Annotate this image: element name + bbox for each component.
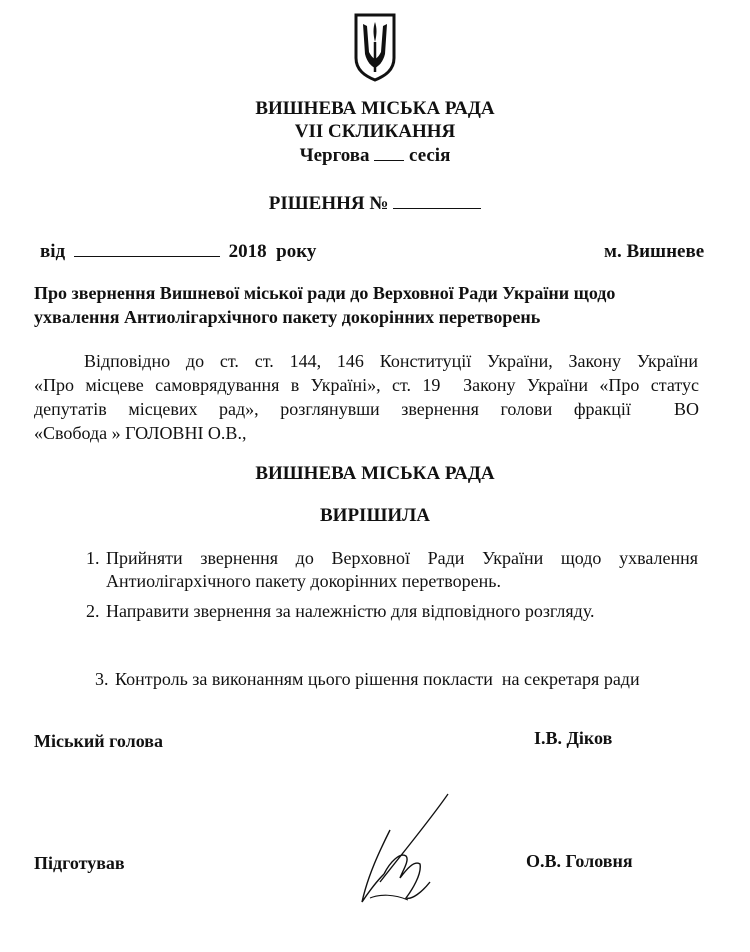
date-line — [40, 241, 316, 263]
coat-of-arms-icon — [353, 12, 397, 82]
subject-line-1: Про звернення Вишневої міської ради до Верховної Ради України щодо — [34, 283, 616, 303]
preamble-line-4: «Свобода » ГОЛОВНІ О.В., — [34, 423, 247, 443]
item-text-line-1: Прийняти звернення до Верховної Ради України щодо ухвалення — [106, 548, 698, 568]
date-from-label: від — [40, 241, 66, 262]
item-text-line-2: Антиолігархічного пакету докорінних перетворень. — [106, 571, 501, 591]
session-suffix: сесія — [409, 145, 451, 166]
subject-line-2: ухвалення Антиолігархічного пакету докорінних перетворень — [34, 307, 541, 327]
decision-item-2 — [86, 600, 595, 623]
session-number-blank — [374, 146, 404, 161]
handwritten-signature-icon — [350, 790, 460, 910]
city-name: м. Вишневе — [604, 241, 705, 262]
item-number: 2. — [86, 601, 100, 621]
decision-number-blank — [393, 194, 481, 209]
resolved-heading: ВИРІШИЛА — [320, 505, 430, 526]
item-text: Направити звернення за належністю для відповідного розгляду. — [106, 601, 595, 621]
date-year: 2018 року — [228, 241, 317, 262]
preamble-line-1: Відповідно до ст. ст. 144, 146 Конституції України, Закону України — [84, 351, 698, 371]
decision-item-1 — [86, 547, 698, 593]
decision-title — [0, 193, 750, 215]
convocation: VII СКЛИКАННЯ — [294, 121, 456, 142]
item-number: 1. — [86, 548, 100, 568]
mayor-name: І.В. Діков — [534, 728, 613, 748]
item-text: Контроль за виконанням цього рішення покласти на секретаря ради — [115, 669, 640, 689]
decision-title-text: РІШЕННЯ № — [268, 193, 389, 214]
prepared-title: Підготував — [34, 853, 125, 873]
council-heading: ВИШНЕВА МІСЬКА РАДА — [255, 463, 495, 484]
council-name: ВИШНЕВА МІСЬКА РАДА — [255, 98, 495, 119]
date-blank — [74, 242, 220, 257]
mayor-title: Міський голова — [34, 731, 163, 751]
decision-item-3 — [86, 645, 640, 691]
preamble-line-3: депутатів місцевих рад», розглянувши звернення голови фракції ВО — [34, 399, 699, 419]
item-number: 3. — [95, 669, 109, 689]
session-line — [0, 145, 750, 167]
prepared-name: О.В. Головня — [526, 851, 633, 871]
session-prefix: Чергова — [299, 145, 370, 166]
preamble-line-2: «Про місцеве самоврядування в Україні», ст. 19 Закону України «Про статус — [34, 375, 699, 395]
